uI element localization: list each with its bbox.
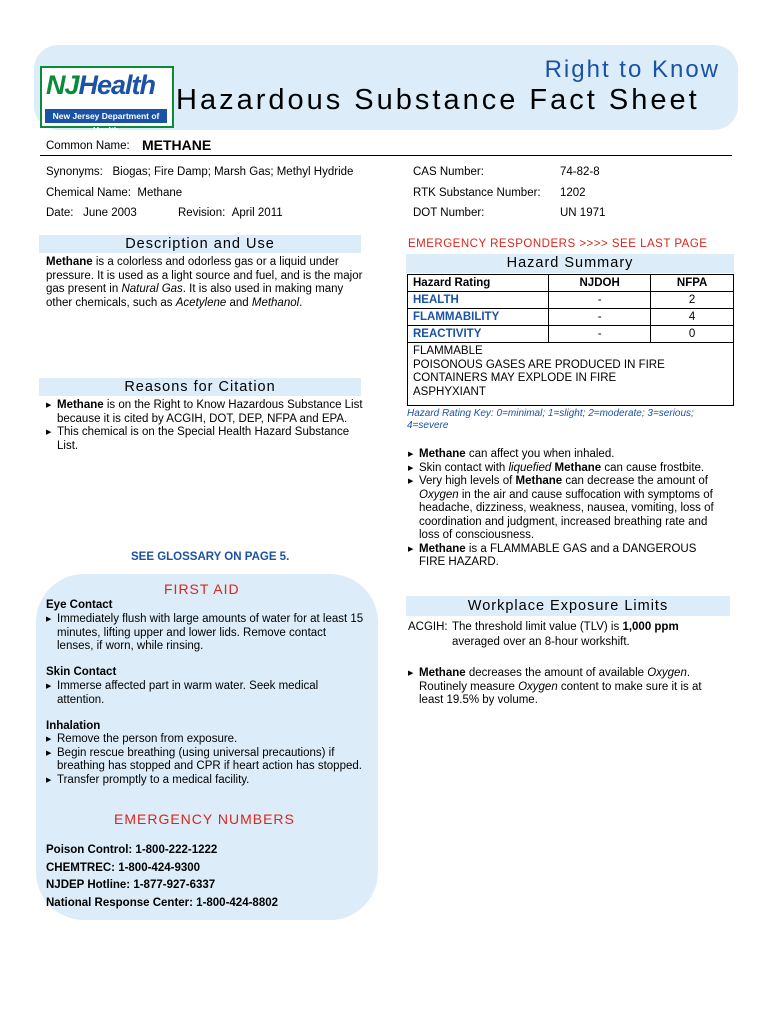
oxygen-note-list [408, 667, 728, 708]
list-item: ▶ Methane can affect you when inhaled. [408, 448, 724, 462]
table-row: FLAMMABILITY - 4 [408, 309, 734, 326]
hazard-rating-key: Hazard Rating Key: 0=minimal; 1=slight; 2=moderate; 3=serious; 4=severe [407, 408, 694, 431]
rtk-label: RTK Substance Number: [413, 187, 541, 199]
skin-contact-list [46, 680, 336, 707]
list-item: ▶ Methane decreases the amount of available Oxygen. Routinely measure Oxygen content to make sure it is at least 19.5% by volume. [408, 667, 728, 708]
skin-contact-heading: Skin Contact [46, 666, 117, 678]
hazard-summary-heading: Hazard Summary [406, 254, 734, 273]
emergency-responders-note: EMERGENCY RESPONDERS >>>> SEE LAST PAGE [408, 238, 708, 250]
col-njdoh: NJDOH [549, 275, 651, 292]
inhalation-list [46, 733, 364, 787]
acgih-text-2: averaged over an 8-hour workshift. [452, 636, 630, 648]
acgih-text: The threshold limit value (TLV) is 1,000 ppm [452, 621, 679, 633]
list-item: ▶ Immerse affected part in warm water. Seek medical attention. [46, 680, 336, 707]
list-item: ▶ This chemical is on the Special Health Hazard Substance List. [46, 426, 364, 453]
rtk-value: 1202 [560, 187, 586, 199]
revision-row: Revision: April 2011 [178, 207, 283, 219]
list-item: ▶ Remove the person from exposure. [46, 733, 364, 747]
phone-number: National Response Center: 1-800-424-8802 [46, 896, 279, 909]
page-title: Hazardous Substance Fact Sheet [176, 84, 700, 116]
emergency-numbers-list [46, 842, 278, 912]
phone-number: CHEMTREC: 1-800-424-9300 [46, 861, 201, 874]
chemical-name-row: Chemical Name: Methane [46, 187, 183, 199]
inhalation-heading: Inhalation [46, 720, 101, 732]
dot-label: DOT Number: [413, 207, 485, 219]
description-text: Methane is a colorless and odorless gas or a liquid under pressure. It is used as a light source and fuel, and is the major gas present in Natural Gas. It is also used in making many other chemicals, such as Acetylene and Methanol. [46, 256, 363, 309]
date-row: Date: June 2003 [46, 207, 137, 219]
health-effects-list [408, 448, 724, 570]
header-divider [40, 155, 732, 156]
common-name-label: Common Name: [46, 140, 130, 152]
description-heading: Description and Use [39, 235, 361, 253]
col-hazard-rating: Hazard Rating [408, 275, 549, 292]
common-name-value: METHANE [142, 137, 212, 153]
nj-health-logo [40, 66, 174, 135]
list-item: ▶ Skin contact with liquefied Methane can cause frostbite. [408, 462, 724, 476]
list-item: ▶ Methane is a FLAMMABLE GAS and a DANGEROUS FIRE HAZARD. [408, 543, 724, 570]
citation-list [46, 399, 364, 453]
list-item: ▶ Transfer promptly to a medical facility. [46, 774, 364, 788]
hazard-notes-row: FLAMMABLE POISONOUS GASES ARE PRODUCED IN FIRE CONTAINERS MAY EXPLODE IN FIRE ASPHYXIANT [408, 343, 734, 406]
cas-label: CAS Number: [413, 166, 484, 178]
synonyms-row: Synonyms: Biogas; Fire Damp; Marsh Gas; Methyl Hydride [46, 166, 354, 178]
list-item: ▶ Very high levels of Methane can decrease the amount of Oxygen in the air and cause suffocation with symptoms of headache, dizziness, weakness, nausea, vomiting, loss of coordination and judgment, increased breathing rate and loss of consciousness. [408, 475, 724, 543]
cas-value: 74-82-8 [560, 166, 600, 178]
emergency-numbers-heading: EMERGENCY NUMBERS [114, 811, 295, 827]
table-row: REACTIVITY - 0 [408, 326, 734, 343]
list-item: ▶ Begin rescue breathing (using universal precautions) if breathing has stopped and CPR if heart action has stopped. [46, 747, 364, 774]
logo-wordmark: NJHealth [46, 70, 156, 100]
first-aid-heading: FIRST AID [164, 581, 240, 597]
list-item: ▶ Methane is on the Right to Know Hazardous Substance List because it is cited by ACGIH, DOT, DEP, NFPA and EPA. [46, 399, 364, 426]
list-item: ▶ Immediately flush with large amounts of water for at least 15 minutes, lifting upper and lower lids. Remove contact lenses, if worn, while rinsing. [46, 613, 364, 654]
phone-number: NJDEP Hotline: 1-877-927-6337 [46, 879, 216, 891]
eye-contact-list [46, 613, 364, 654]
col-nfpa: NFPA [651, 275, 734, 292]
table-row: HEALTH - 2 [408, 292, 734, 309]
table-header-row [408, 275, 734, 292]
eye-contact-heading: Eye Contact [46, 599, 113, 611]
glossary-link[interactable]: SEE GLOSSARY ON PAGE 5. [131, 551, 290, 563]
citation-heading: Reasons for Citation [39, 378, 361, 396]
acgih-label: ACGIH: [408, 621, 448, 633]
logo-subtitle: New Jersey Department of Health [45, 109, 167, 123]
workplace-limits-heading: Workplace Exposure Limits [406, 596, 730, 616]
hazard-table [407, 274, 734, 406]
right-to-know-heading: Right to Know [544, 56, 720, 83]
dot-value: UN 1971 [560, 207, 606, 219]
phone-number: Poison Control: 1-800-222-1222 [46, 844, 218, 856]
